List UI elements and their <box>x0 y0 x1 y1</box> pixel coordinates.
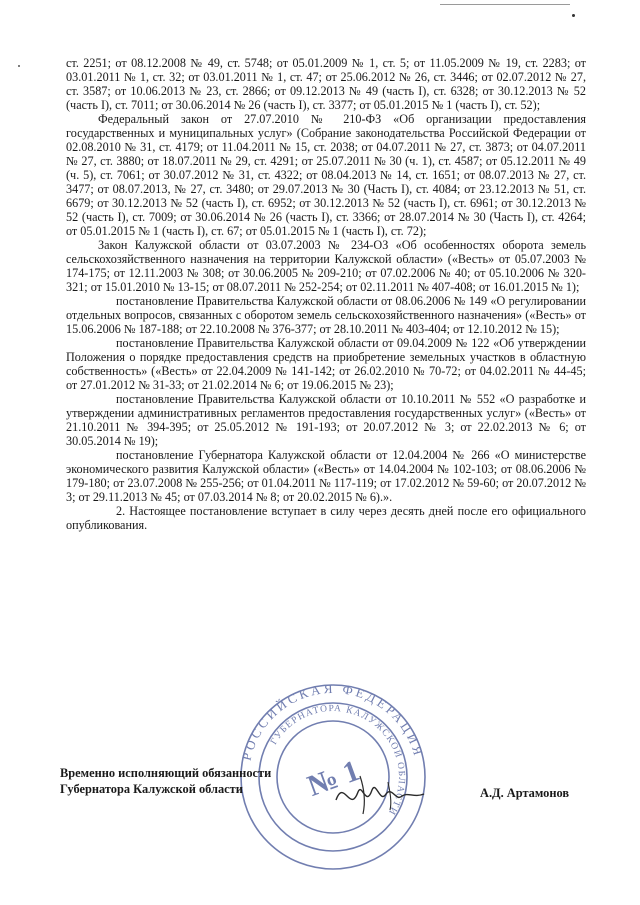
signatory-title-line1: Временно исполняющий обязанности <box>60 766 272 780</box>
scan-speck <box>572 14 575 17</box>
seal-inner-text: ГУБЕРНАТОРА КАЛУЖСКОЙ ОБЛАСТИ <box>269 703 407 818</box>
paragraph: Закон Калужской области от 03.07.2003 № 234-ОЗ «Об особенностях оборота земель сельскохозяйственного назначения на территории Калужской области» («Весть» от 05.07.2003 № 174-175; от 12.11.2003 № 308; от 30.06.2005 № 209-210; от 07.02.2006 № 40; от 05.10.2006 № 320-321; от 15.01.2010 № 13-15; от 08.07.2011 № 252-254; от 02.11.2011 № 407-408; от 16.01.2015 № 1); <box>66 238 586 294</box>
seal-number: № 1 <box>303 753 364 803</box>
scan-edge-line <box>440 4 570 5</box>
signatory-title-line2: Губернатора Калужской области <box>60 781 243 796</box>
paragraph: 2. Настоящее постановление вступает в силу через десять дней после его официального опубликования. <box>66 504 586 532</box>
paragraph: постановление Правительства Калужской области от 08.06.2006 № 149 «О регулировании отдельных вопросов, связанных с оборотом земель сельскохозяйственного назначения» («Весть» от 15.06.2006 № 187-188; от 22.10.2008 № 376-377; от 28.10.2011 № 403-404; от 12.10.2012 № 15); <box>66 294 586 336</box>
paragraph: постановление Правительства Калужской области от 09.04.2009 № 122 «Об утверждении Положения о порядке предоставления средств на приобретение земельных участков в областную собственность» («Весть» от 22.04.2009 № 141-142; от 26.02.2010 № 70-72; от 04.02.2011 № 44-45; от 27.01.2012 № 31-33; от 21.02.2014 № 6; от 19.06.2015 № 23); <box>66 336 586 392</box>
document-body <box>66 56 586 532</box>
seal-outer-text: РОССИЙСКАЯ ФЕДЕРАЦИЯ <box>238 682 427 763</box>
paragraph: ст. 2251; от 08.12.2008 № 49, ст. 5748; от 05.01.2009 № 1, ст. 5; от 11.05.2009 № 19, ст. 2283; от 03.01.2011 № 1, ст. 32; от 03.01.2011 № 1, ст. 47; от 25.06.2012 № 26, ст. 3446; от 02.07.2012 № 27, ст. 3587; от 10.06.2013 № 23, ст. 2866; от 09.12.2013 № 49 (часть I), ст. 6328; от 30.12.2013 № 52 (часть I), ст. 7011; от 30.06.2014 № 26 (часть I), ст. 3377; от 05.01.2015 № 1 (часть I), ст. 52); <box>66 56 586 112</box>
signatory-name: А.Д. Артамонов <box>480 786 570 800</box>
paragraph: постановление Губернатора Калужской области от 12.04.2004 № 266 «О министерстве экономического развития Калужской области» («Весть» от 14.04.2004 № 102-103; от 08.06.2006 № 179-180; от 23.07.2008 № 255-256; от 01.04.2011 № 117-119; от 17.02.2012 № 59-60; от 20.07.2012 № 3; от 29.11.2013 № 45; от 07.03.2014 № 8; от 20.02.2015 № 6).». <box>66 448 586 504</box>
paragraph: Федеральный закон от 27.07.2010 № 210-ФЗ «Об организации предоставления государственных и муниципальных услуг» (Собрание законодательства Российской Федерации от 02.08.2010 № 31, ст. 4179; от 11.04.2011 № 15, ст. 2038; от 04.07.2011 № 27, ст. 3873; от 04.07.2011 № 27, ст. 3880; от 18.07.2011 № 29, ст. 4291; от 25.07.2011 № 30 (ч. 1), ст. 4587; от 05.12.2011 № 49 (ч. 5), ст. 7061; от 30.07.2012 № 31, ст. 4322; от 08.04.2013 № 14, ст. 1651; от 08.07.2013 № 27, ст. 3477; от 08.07.2013, № 27, ст. 3480; от 29.07.2013 № 30 (Часть I), ст. 4084; от 23.12.2013 № 51, ст. 6679; от 30.12.2013 № 52 (часть I), ст. 6952; от 30.12.2013 № 52 (часть I), ст. 6961; от 30.12.2013 № 52 (часть I), ст. 7009; от 30.06.2014 № 26 (часть I), ст. 3366; от 28.07.2014 № 30 (Часть I), ст. 4264; от 05.01.2015 № 1 (часть I), ст. 67; от 05.01.2015 № 1 (часть I), ст. 72); <box>66 112 586 238</box>
paragraph: постановление Правительства Калужской области от 10.10.2011 № 552 «О разработке и утверждении административных регламентов предоставления государственных услуг» («Весть» от 21.10.2011 № 394-395; от 25.05.2012 № 191-193; от 20.07.2012 № 3; от 22.02.2013 № 6; от 30.05.2014 № 19); <box>66 392 586 448</box>
scan-speck <box>18 65 20 67</box>
